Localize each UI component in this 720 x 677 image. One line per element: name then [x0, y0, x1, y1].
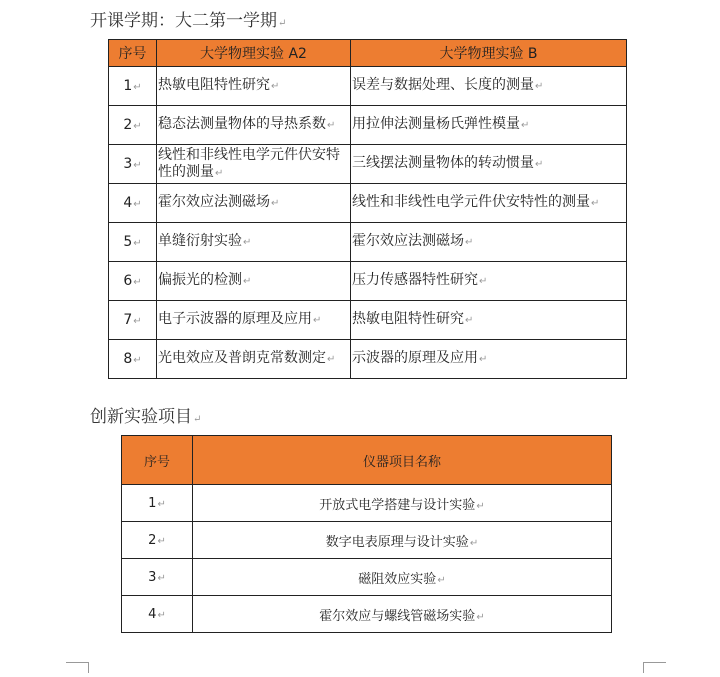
paragraph-mark: ↵: [327, 120, 336, 131]
experiment-a2: [157, 223, 351, 262]
innovation-table-body: [122, 485, 612, 633]
project-name: [193, 559, 612, 596]
experiment-b: [351, 106, 627, 145]
experiment-b: [351, 262, 627, 301]
experiment-a2-text: 热敏电阻特性研究: [158, 77, 270, 93]
paragraph-mark: ↵: [243, 276, 252, 287]
paragraph-mark: ↵: [133, 199, 142, 210]
row-index-text: 3: [123, 156, 133, 172]
experiment-b-text: 热敏电阻特性研究: [352, 311, 464, 327]
row-index: [122, 596, 193, 633]
experiment-a2-text: 电子示波器的原理及应用: [158, 311, 312, 327]
paragraph-mark: ↵: [157, 609, 166, 621]
experiment-b-text: 霍尔效应法测磁场: [352, 233, 464, 249]
section2-title: [90, 402, 201, 427]
experiment-a2-text: 线性和非线性电学元件伏安特性的测量: [158, 146, 340, 180]
row-index: [122, 485, 193, 522]
course-table-header-row: [109, 40, 627, 67]
paragraph-mark: ↵: [469, 537, 479, 549]
row-index: [122, 559, 193, 596]
header-index: 序号: [122, 436, 193, 485]
experiment-a2: [157, 106, 351, 145]
row-index-text: 1: [148, 495, 157, 511]
table-row: [122, 559, 612, 596]
experiment-a2: [157, 301, 351, 340]
paragraph-mark: ↵: [535, 159, 544, 170]
row-index-text: 2: [123, 117, 133, 133]
experiment-b-text: 误差与数据处理、长度的测量: [352, 77, 534, 93]
experiment-a2-text: 稳态法测量物体的导热系数: [158, 116, 326, 132]
paragraph-mark: ↵: [193, 414, 202, 425]
row-index: [109, 340, 157, 379]
row-index: [122, 522, 193, 559]
page-corner-left: [66, 662, 89, 673]
row-index-text: 4: [123, 195, 133, 211]
paragraph-mark: ↵: [133, 316, 142, 327]
paragraph-mark: ↵: [476, 500, 485, 512]
row-index-text: 5: [123, 234, 133, 250]
experiment-b-text: 线性和非线性电学元件伏安特性的测量: [352, 194, 590, 210]
table-row: [109, 145, 627, 184]
paragraph-mark: ↵: [327, 354, 336, 365]
row-index-text: 3: [148, 569, 157, 585]
experiment-a2-text: 单缝衍射实验: [158, 233, 242, 249]
table-row: [109, 301, 627, 340]
paragraph-mark: ↵: [243, 237, 252, 248]
project-name-text: 霍尔效应与螺线管磁场实验: [319, 608, 476, 624]
section1-title-text: 开课学期：大二第一学期: [90, 11, 277, 31]
innovation-table: [121, 435, 612, 633]
paragraph-mark: ↵: [133, 277, 142, 288]
paragraph-mark: ↵: [521, 120, 530, 131]
row-index: [109, 145, 157, 184]
table-row: [109, 106, 627, 145]
paragraph-mark: ↵: [133, 238, 142, 249]
experiment-b: [351, 340, 627, 379]
table-row: [122, 522, 612, 559]
row-index: [109, 262, 157, 301]
experiment-a2: [157, 184, 351, 223]
paragraph-mark: ↵: [157, 498, 166, 510]
experiment-b: [351, 67, 627, 106]
project-name: [193, 596, 612, 633]
row-index-text: 2: [148, 532, 157, 548]
experiment-a2: [157, 340, 351, 379]
header-b: 大学物理实验 B: [351, 40, 627, 67]
row-index-text: 8: [123, 351, 133, 367]
paragraph-mark: ↵: [591, 198, 600, 209]
header-name: 仪器项目名称: [193, 436, 612, 485]
experiment-b: [351, 145, 627, 184]
paragraph-mark: ↵: [157, 572, 166, 584]
project-name-text: 磁阻效应实验: [358, 571, 437, 587]
paragraph-mark: ↵: [437, 574, 446, 586]
experiment-b: [351, 223, 627, 262]
experiment-b: [351, 301, 627, 340]
table-row: [122, 596, 612, 633]
page-corner-right: [643, 662, 666, 673]
section1-title: [90, 6, 286, 31]
paragraph-mark: ↵: [133, 82, 142, 93]
row-index: [109, 301, 157, 340]
row-index-text: 4: [148, 606, 157, 622]
paragraph-mark: ↵: [271, 81, 280, 92]
paragraph-mark: ↵: [535, 81, 544, 92]
experiment-a2-text: 霍尔效应法测磁场: [158, 194, 270, 210]
paragraph-mark: ↵: [479, 354, 488, 365]
paragraph-mark: ↵: [476, 611, 485, 623]
paragraph-mark: ↵: [133, 355, 142, 366]
row-index: [109, 184, 157, 223]
paragraph-mark: ↵: [157, 535, 166, 547]
project-name-text: 数字电表原理与设计实验: [325, 534, 469, 550]
experiment-a2-text: 光电效应及普朗克常数测定: [158, 350, 326, 366]
row-index-text: 7: [123, 312, 133, 328]
experiment-b-text: 示波器的原理及应用: [352, 350, 478, 366]
experiment-b-text: 压力传感器特性研究: [352, 272, 478, 288]
paragraph-mark: ↵: [133, 121, 142, 132]
experiment-a2-text: 偏振光的检测: [158, 272, 242, 288]
paragraph-mark: ↵: [133, 160, 142, 171]
paragraph-mark: ↵: [271, 198, 280, 209]
innovation-table-header-row: [122, 436, 612, 485]
experiment-b-text: 用拉伸法测量杨氏弹性模量: [352, 116, 520, 132]
row-index: [109, 223, 157, 262]
experiment-a2: [157, 67, 351, 106]
section2-title-text: 创新实验项目: [90, 407, 192, 427]
row-index: [109, 106, 157, 145]
paragraph-mark: ↵: [479, 276, 488, 287]
table-row: [109, 262, 627, 301]
course-table: [108, 39, 627, 379]
project-name: [193, 522, 612, 559]
paragraph-mark: ↵: [215, 167, 224, 179]
paragraph-mark: ↵: [278, 18, 287, 29]
row-index-text: 6: [123, 273, 133, 289]
header-a2: 大学物理实验 A2: [157, 40, 351, 67]
course-table-body: [109, 67, 627, 379]
experiment-a2: [157, 145, 351, 184]
experiment-b-text: 三线摆法测量物体的转动惯量: [352, 155, 534, 171]
project-name-text: 开放式电学搭建与设计实验: [319, 497, 476, 513]
table-row: [109, 184, 627, 223]
header-index: 序号: [109, 40, 157, 67]
table-row: [109, 340, 627, 379]
table-row: [109, 67, 627, 106]
experiment-b: [351, 184, 627, 223]
project-name: [193, 485, 612, 522]
experiment-a2: [157, 262, 351, 301]
table-row: [109, 223, 627, 262]
paragraph-mark: ↵: [465, 237, 474, 248]
row-index: [109, 67, 157, 106]
paragraph-mark: ↵: [313, 315, 322, 326]
paragraph-mark: ↵: [465, 315, 474, 326]
row-index-text: 1: [123, 78, 133, 94]
table-row: [122, 485, 612, 522]
